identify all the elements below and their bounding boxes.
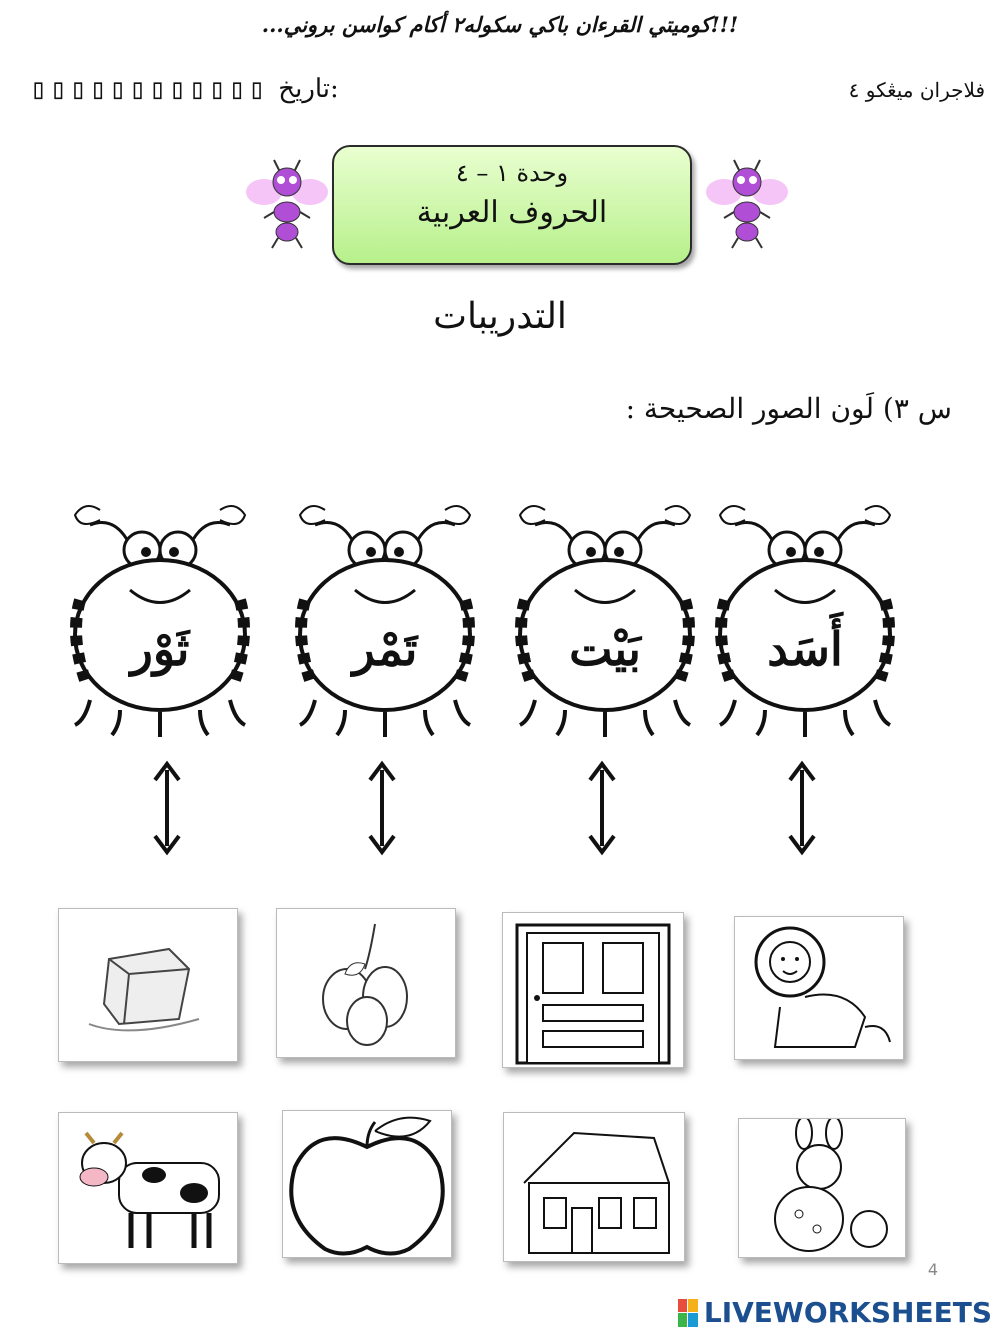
image-card-ice[interactable] — [58, 908, 238, 1062]
date-field — [30, 72, 339, 105]
double-arrow-icon — [585, 760, 619, 856]
purple-bug-icon — [704, 158, 790, 252]
question-text: س ٣) لَون الصور الصحيحة : — [625, 392, 952, 425]
image-card-cow[interactable] — [58, 1112, 238, 1264]
door-image — [503, 913, 683, 1067]
image-card-door[interactable] — [502, 912, 684, 1068]
word-tamr: تَمْر — [352, 622, 418, 676]
bug-character-1 — [60, 490, 260, 740]
unit-title: الحروف العربية — [416, 195, 608, 230]
lion-image — [735, 917, 903, 1059]
date-boxes[interactable]: ▯▯▯▯▯▯▯▯▯▯▯▯ — [30, 72, 269, 105]
date-label: تاريخ: — [278, 73, 339, 104]
unit-number: وحدة ١ – ٤ — [455, 159, 569, 187]
image-card-rabbit[interactable] — [738, 1118, 906, 1258]
word-bayt: بَيْت — [569, 622, 641, 676]
image-card-house[interactable] — [503, 1112, 685, 1262]
house-image — [504, 1113, 684, 1261]
apple-image — [283, 1111, 451, 1257]
unit-title-box — [332, 145, 692, 265]
image-card-lion[interactable] — [734, 916, 904, 1060]
bug-character-2 — [285, 490, 485, 740]
double-arrow-icon — [150, 760, 184, 856]
purple-bug-icon — [244, 158, 330, 252]
rabbit-image — [739, 1119, 905, 1257]
word-asad: أَسَد — [767, 622, 843, 676]
bug-character-4 — [705, 490, 905, 740]
image-card-apple[interactable] — [282, 1110, 452, 1258]
plums-image — [277, 909, 455, 1057]
image-card-plums[interactable] — [276, 908, 456, 1058]
cow-image — [59, 1113, 237, 1263]
brand-mark-icon — [678, 1299, 698, 1327]
brand-name: LIVEWORKSHEETS — [703, 1296, 992, 1329]
class-label: فلاجران ميڠكو ٤ — [848, 78, 985, 102]
ice-cube-image — [59, 909, 237, 1061]
liveworksheets-logo[interactable] — [678, 1296, 992, 1329]
double-arrow-icon — [785, 760, 819, 856]
word-thawr: ثَوْر — [130, 622, 190, 676]
double-arrow-icon — [365, 760, 399, 856]
section-title: التدريبات — [433, 296, 567, 337]
bug-character-3 — [505, 490, 705, 740]
school-header: ...كوميتي القرءان باكي سكوله٢ أكام كواسن بروني!!! — [261, 12, 739, 37]
page-number: 4 — [927, 1260, 938, 1279]
